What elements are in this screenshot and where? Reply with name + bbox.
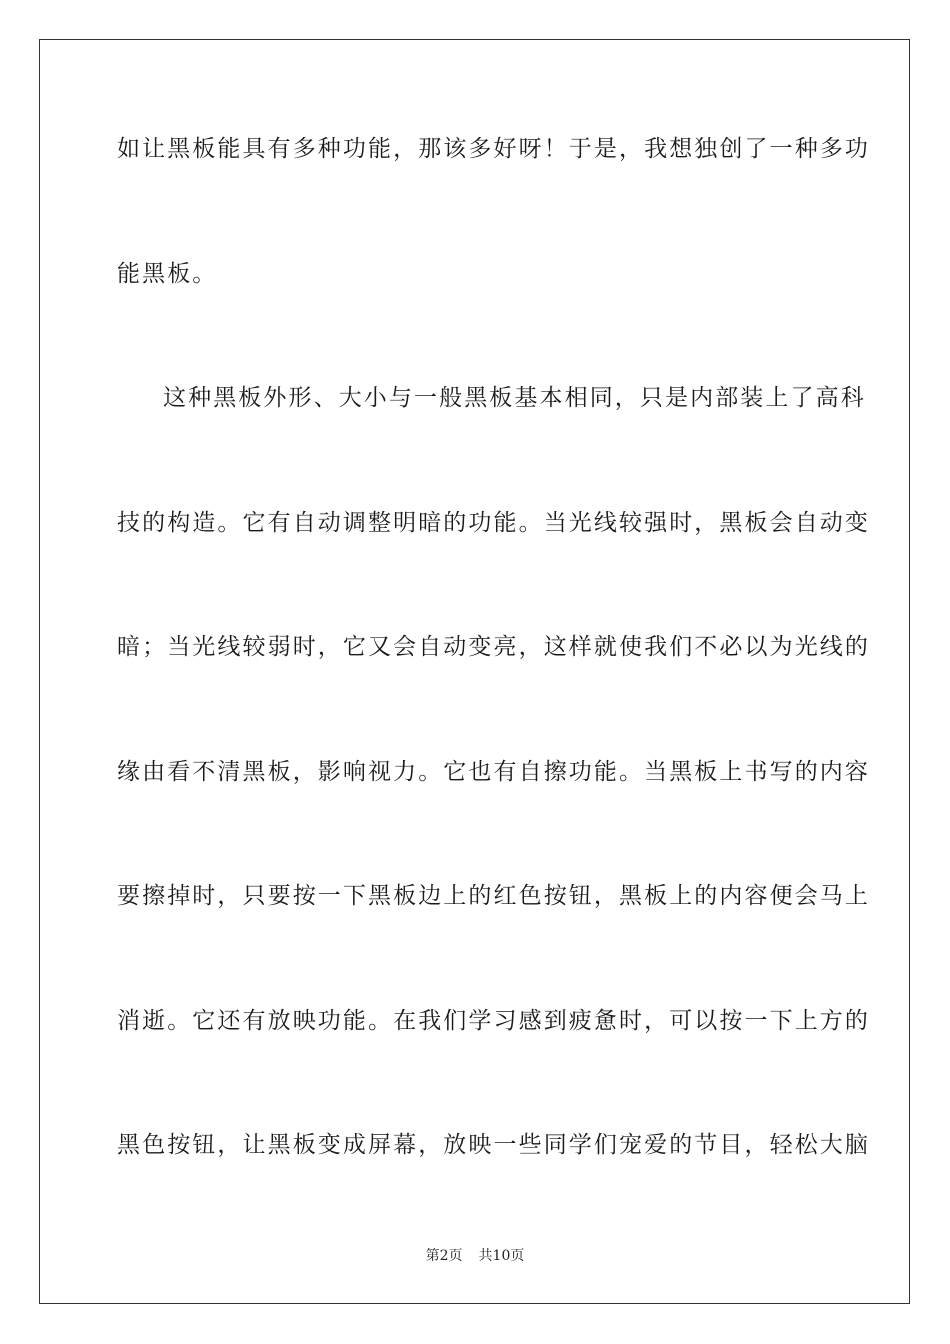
page-number: 第2页 [425, 1248, 463, 1264]
page-border [39, 39, 910, 1304]
body-text-line: 技的构造。它有自动调整明暗的功能。当光线较强时，黑板会自动变 [117, 510, 870, 536]
body-text-line: 这种黑板外形、大小与一般黑板基本相同，只是内部装上了高科 [163, 385, 866, 411]
page-total: 共10页 [478, 1248, 525, 1264]
body-text-line: 能黑板。 [117, 261, 218, 287]
body-text-line: 消逝。它还有放映功能。在我们学习感到疲惫时，可以按一下上方的 [117, 1008, 870, 1034]
page-footer [0, 1247, 950, 1265]
body-text-line: 黑色按钮，让黑板变成屏幕，放映一些同学们宠爱的节目，轻松大脑 [117, 1132, 870, 1158]
body-text-line: 要擦掉时，只要按一下黑板边上的红色按钮，黑板上的内容便会马上 [117, 883, 870, 909]
body-text-line: 暗；当光线较弱时，它又会自动变亮，这样就使我们不必以为光线的 [117, 634, 870, 660]
body-text-line: 如让黑板能具有多种功能，那该多好呀！于是，我想独创了一种多功 [117, 136, 870, 162]
body-text-line: 缘由看不清黑板，影响视力。它也有自擦功能。当黑板上书写的内容 [117, 759, 870, 785]
